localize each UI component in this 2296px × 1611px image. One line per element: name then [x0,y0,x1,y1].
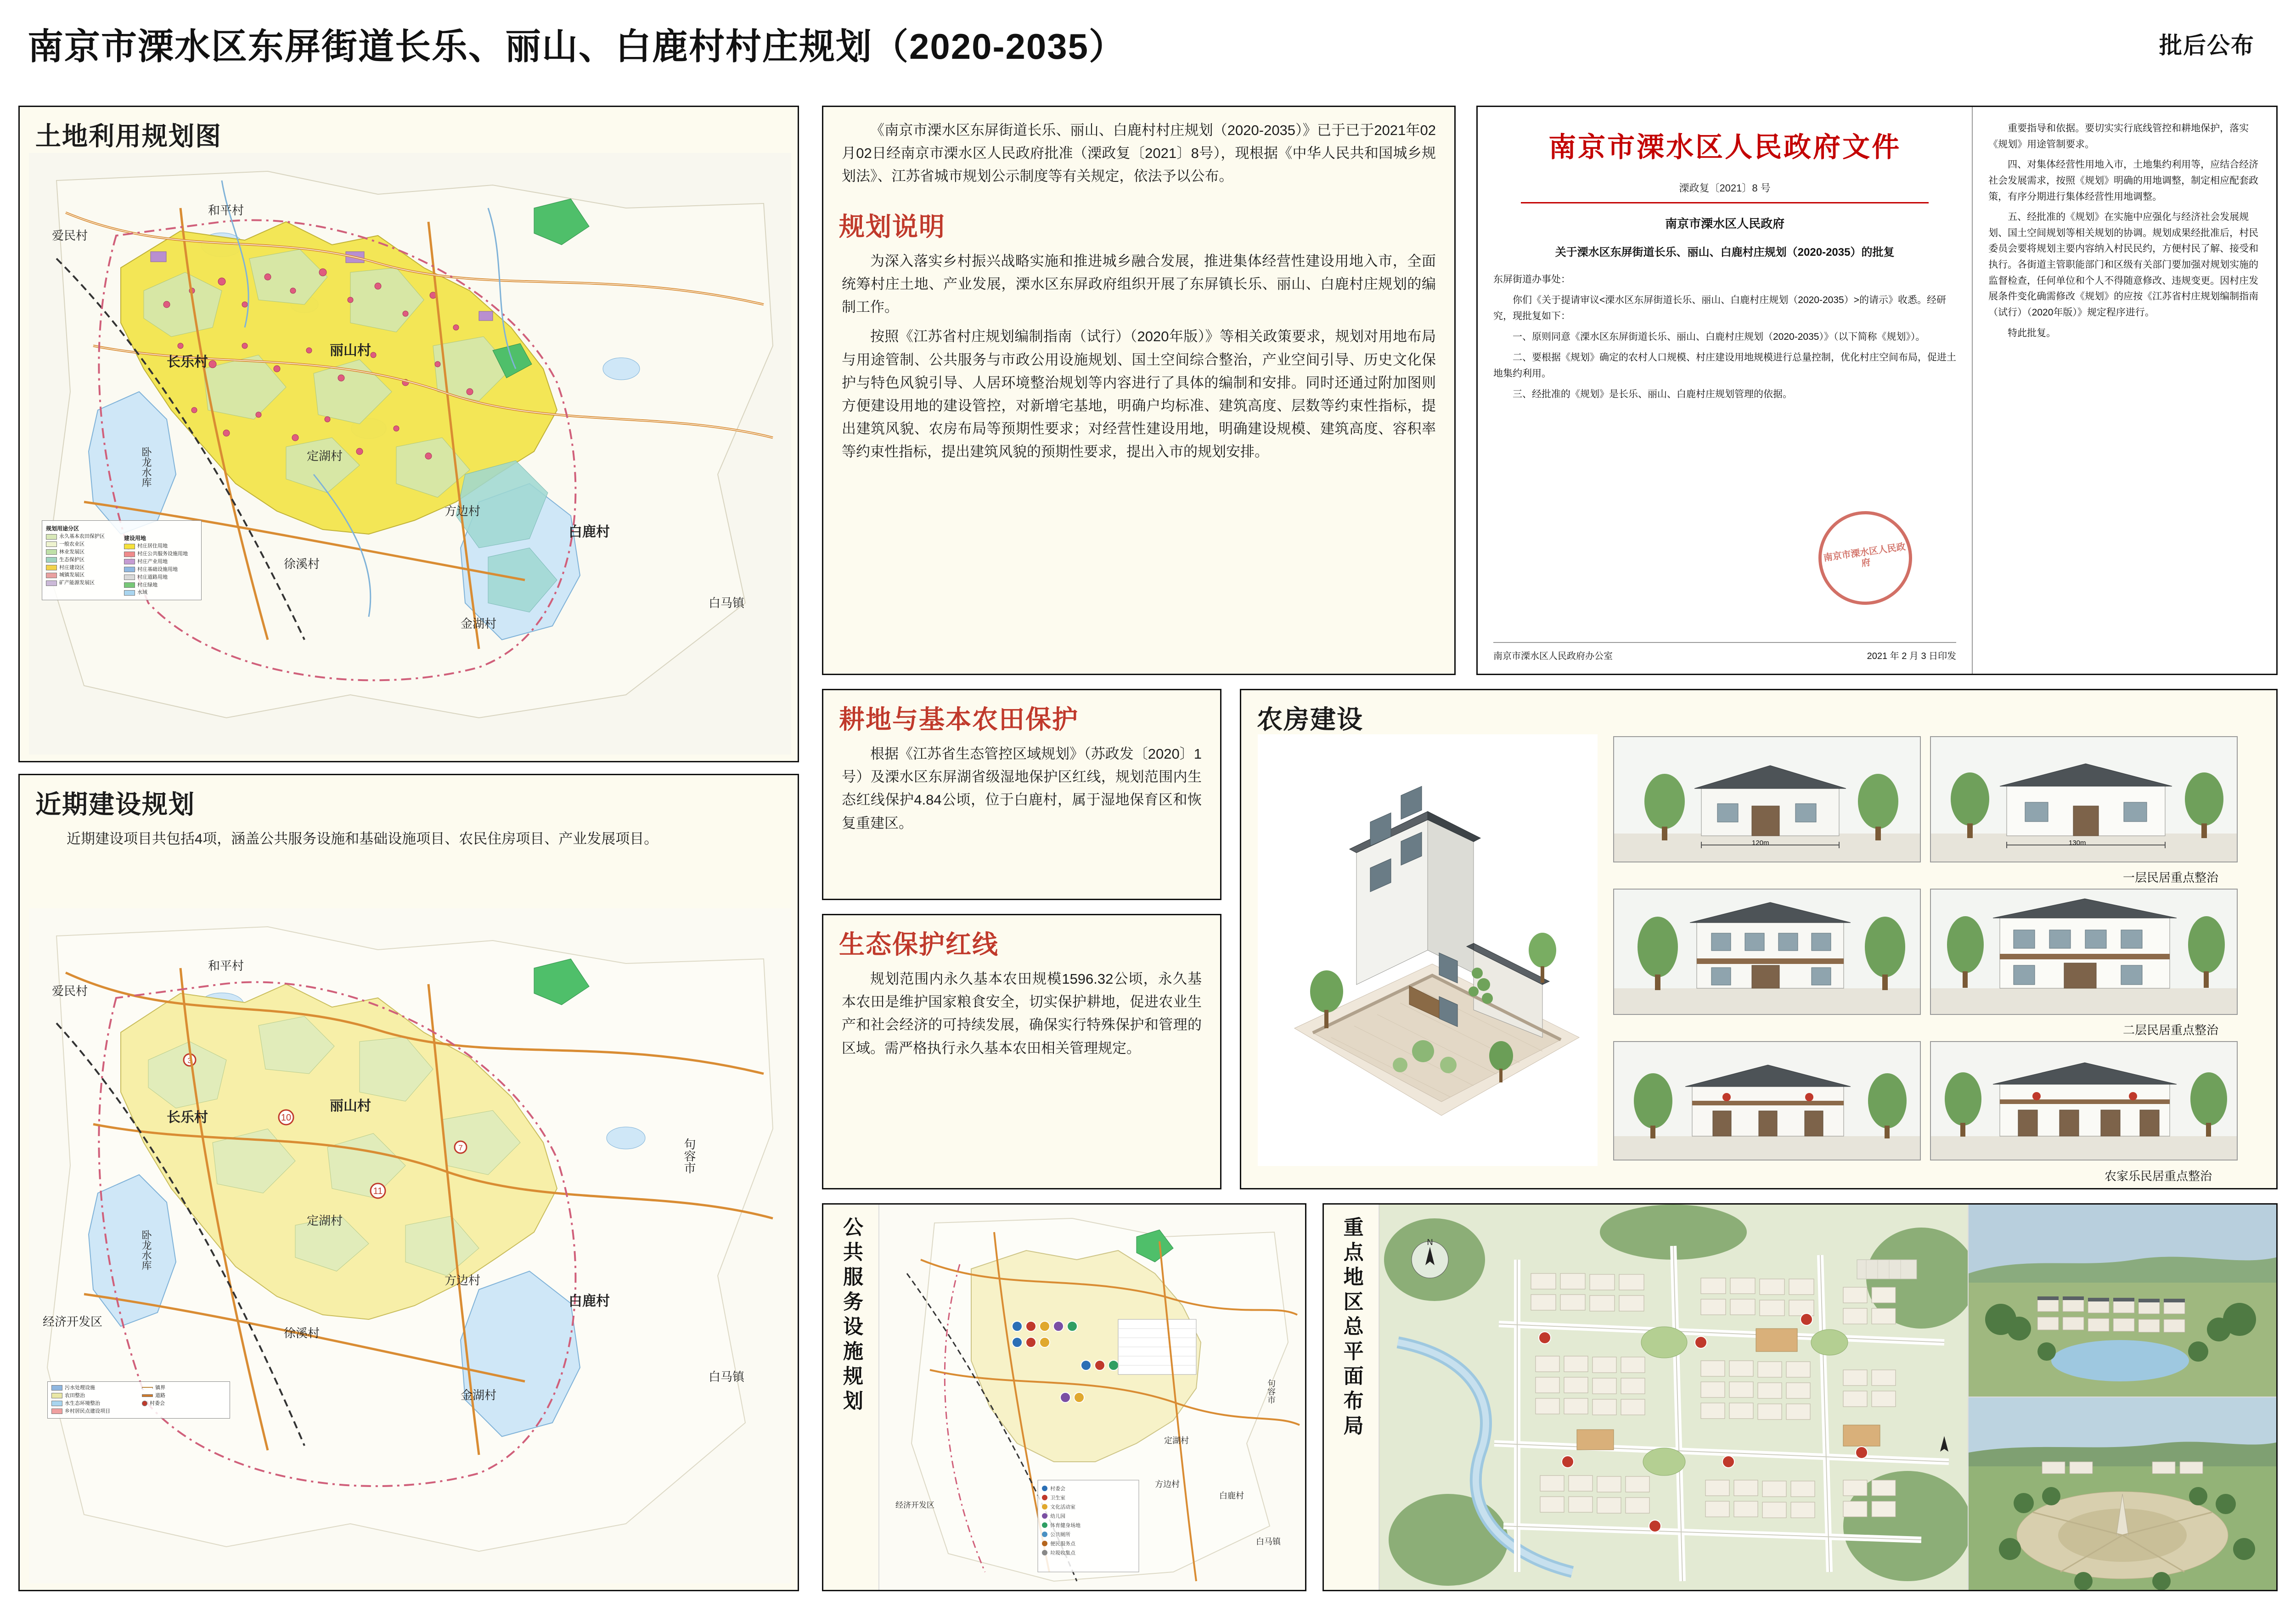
gov-doc-body [1493,271,1956,403]
map-label-bailucun: 白鹿村 [568,524,610,540]
plan-description-text [823,247,1454,479]
gov-doc-body-p4: 三、经批准的《规划》是长乐、丽山、白鹿村庄规划管理的依据。 [1513,389,1792,400]
housing-caption-3: 农家乐民居重点整治 [2105,1169,2212,1183]
map-label-bailucun-2: 白鹿村 [568,1294,610,1309]
publication-status-label: 批后公布 [2159,33,2255,58]
map-label-baimazhen-2: 白马镇 [709,1370,745,1384]
housing-photo-2story-a [1613,889,1921,1015]
legend-label: 永久基本农田保护区 [59,534,105,540]
legend-label: 乡村居民点建设项目 [65,1408,110,1414]
gov-doc-red-divider [1521,202,1929,203]
svg-text:村委会: 村委会 [1050,1486,1065,1492]
map-label-jinhucun: 金湖村 [461,617,497,631]
legend-swatch [46,541,57,547]
gov-doc-recipient: 东屏街道办事处： [1493,274,1570,285]
svg-text:卫生室: 卫生室 [1050,1495,1065,1501]
map-label-xuxicun: 徐溪村 [284,557,320,571]
ecology-text [823,965,1220,1076]
legend-label: 村庄公共服务设施用地 [137,551,188,557]
legend-label: 污水处理设施 [65,1385,95,1391]
map-label-baimazhen: 白马镇 [709,596,745,610]
map-label-wolong-reservoir: 卧龙水库 [141,447,152,487]
housing-photo-1story-b [1930,736,2238,862]
legend-swatch [51,1385,62,1391]
legend-swatch [124,567,135,572]
map-label-fangbiancun: 方边村 [445,504,481,518]
legend-label: 农田整治 [65,1392,85,1398]
legend-swatch [124,590,135,596]
map-label-lishancun-2: 丽山村 [330,1098,371,1114]
gov-doc-right-p1: 重要指导和依据。要切实实行底线管控和耕地保护，落实《规划》用途管制要求。 [1988,123,2249,150]
ecology-title: 生态保护红线 [839,930,999,959]
land-use-map[interactable] [29,153,791,755]
svg-text:体育健身场地: 体育健身场地 [1050,1523,1080,1528]
housing-caption-1: 一层民居重点整治 [2123,871,2219,884]
ps-map-label-development-zone: 经济开发区 [895,1501,934,1510]
legend-label: 矿产能源发展区 [59,580,95,586]
map-label-fangbiancun-2: 方边村 [445,1273,481,1287]
legend-label: 林业发展区 [59,549,84,555]
plan-description-title: 规划说明 [839,212,945,241]
legend-label: 村庄产业用地 [137,559,168,565]
near-term-text [20,825,798,860]
legend-swatch [51,1393,62,1398]
key-area-aerial-photo-2 [1969,1397,2276,1590]
gov-doc-right-p4: 特此批复。 [2008,327,2056,338]
map-label-dinghucun-2: 定湖村 [307,1214,343,1228]
map-label-changlecun-2: 长乐村 [167,1110,208,1125]
map-label-lishancun: 丽山村 [330,343,371,358]
legend-group-title-2: 建设用地 [124,535,146,542]
plan-description-p2: 按照《江苏省村庄规划编制指南（试行）（2020年版）》等相关政策要求，规划对用地布局与用途管制、公共服务与市政公用设施规划、国土空间综合整治，产业空间引导、历史文化保护与特色风貌引导、人居环境整治规划等内容进行了具体的编制和安排。同时还通过附加图则方便建设用地的建设管控，对新增宅基地，明确户均标准、建筑高度、层数等约束性指标，提出建筑风貌、农房布局等预期性要求；对经营性建设用地，明确建设规模、建筑高度、容积率等约束性指标，提出建筑风貌的预期性要求，提出入市的规划安排。 [842,328,1436,460]
gov-doc-footer [1493,642,1956,662]
land-use-title: 土地利用规划图 [35,122,222,151]
legend-swatch [142,1401,147,1406]
gov-doc-footer-right: 2021 年 2 月 3 日印发 [1867,651,1957,661]
legend-swatch [124,582,135,588]
legend-swatch [142,1387,153,1389]
housing-construction-panel [1240,689,2278,1189]
farmland-paragraph: 根据《江苏省生态管控区域规划》（苏政发〔2020〕1号）及溧水区东屏湖省级湿地保护区红线，规划范围内生态红线保护4.84公顷，位于白鹿村，属于湿地保育区和恢复重建区。 [842,746,1202,831]
ps-map-label-baimazhen: 白马镇 [1256,1537,1281,1546]
map-label-dinghucun: 定湖村 [307,449,343,463]
near-term-map[interactable] [29,908,791,1583]
legend-label: 一般农业区 [59,541,84,547]
legend-group-title-1: 规划用途分区 [46,525,79,532]
gov-doc-right [1973,107,2276,674]
page-header [0,0,2296,87]
legend-label: 村庄建设区 [59,564,84,570]
legend-swatch [46,534,57,540]
poster-canvas [0,87,2296,1611]
svg-text:11: 11 [373,1186,383,1196]
legend-swatch [46,565,57,570]
svg-text:幼儿园: 幼儿园 [1050,1514,1065,1519]
gov-doc-right-p2: 四、对集体经营性用地入市，土地集约利用等，应结合经济社会发展需求，按照《规划》明确的用地调整，制定相应配套政策，有序分期进行集体经营性用地调整。 [1988,159,2259,202]
gov-doc-right-p3: 五、经批准的《规划》在实施中应强化与经济社会发展规划、国土空间规划等相关规划的协调。规划成果经批准后，村民委员会要将规划主要内容纳入村民民约，方便村民了解、接受和执行。各街道主管职能部门和区级有关部门要加强对规划实施的监督检查，任何单位和个人不得随意修改、违规变更。因村庄发展条件变化确需修改《规划》的应按《江苏省村庄规划编制指南（试行）（2020年版）》规定程序进行。 [1988,212,2259,318]
map-label-jurongshi: 句容市 [682,1138,696,1174]
key-area-site-plan[interactable] [1379,1205,1969,1590]
near-term-legend [47,1381,230,1419]
legend-label: 生态保护区 [59,557,84,563]
legend-swatch [46,573,57,578]
dimension-label-2: 130m [2069,839,2086,847]
svg-text:7: 7 [458,1143,463,1152]
gov-doc-body-p1: 你们《关于提请审议<溧水区东屏街道长乐、丽山、白鹿村庄规划（2020-2035）>的请示》收悉。经研究，现批复如下： [1493,294,1946,322]
ps-map-label-dinghucun: 定湖村 [1164,1436,1189,1445]
gov-doc-subject: 关于溧水区东屏街道长乐、丽山、白鹿村庄规划（2020-2035）的批复 [1555,246,1895,259]
legend-label: 城镇发展区 [59,572,84,578]
ps-map-label-fangbiancun: 方边村 [1155,1480,1180,1489]
map-label-aimincun: 爱民村 [52,229,88,242]
map-label-xuxicun-2: 徐溪村 [284,1326,320,1340]
svg-text:文化活动室: 文化活动室 [1050,1504,1075,1510]
map-label-aimincun-2: 爱民村 [52,984,88,998]
near-term-panel [18,774,799,1591]
public-service-map[interactable] [879,1205,1305,1590]
legend-swatch [124,559,135,564]
legend-label: 道路 [155,1392,165,1398]
map-label-wolong-reservoir-2: 卧龙水库 [141,1230,152,1270]
legend-label: 村庄绿地 [137,582,158,588]
farmland-text [823,740,1220,851]
notice-and-description-panel [822,106,1456,675]
map-label-hepingcun-2: 和平村 [208,959,244,973]
gov-doc-issuer: 南京市溧水区人民政府 [1665,217,1785,231]
farmland-title: 耕地与基本农田保护 [839,705,1079,734]
gov-doc-body-p3: 二、要根据《规划》确定的农村人口规模、村庄建设用地规模进行总量控制，优化村庄空间布局，促进土地集约利用。 [1493,352,1956,379]
public-service-title: 公共服务设施规划 [840,1217,862,1415]
gov-doc-body-p2: 一、原则同意《溧水区东屏街道长乐、丽山、白鹿村庄规划（2020-2035）》（以下简称《规划》）。 [1513,332,1925,343]
legend-swatch [124,575,135,580]
legend-swatch [51,1401,62,1406]
gov-doc-number: 溧政复〔2021〕8 号 [1679,182,1771,194]
notice-paragraph: 《南京市溧水区东屏街道长乐、丽山、白鹿村村庄规划（2020-2035）》已于已于2021年02月02日经南京市溧水区人民政府批准（溧政复〔2021〕8号），现根据《中华人民共和国城乡规划法》、江苏省城市规划公示制度等有关规定，依法予以公布。 [842,122,1436,185]
svg-text:3: 3 [187,1056,192,1065]
land-use-legend [42,520,202,600]
page-title: 南京市溧水区东屏街道长乐、丽山、白鹿村村庄规划（2020-2035） [28,26,1126,67]
ecology-paragraph: 规划范围内永久基本农田规模1596.32公顷，永久基本农田是维护国家粮食安全，切实保护耕地，促进农业生产和社会经济的可持续发展，确保实行特殊保护和管理的区域。需严格执行永久基本农田相关管理规定。 [842,971,1202,1056]
map-label-hepingcun: 和平村 [208,203,244,217]
legend-swatch [46,557,57,563]
housing-caption-2: 二层民居重点整治 [2123,1023,2219,1037]
legend-swatch [124,552,135,557]
housing-photo-farmstay-b [1930,1041,2238,1160]
map-label-changlecun: 长乐村 [167,355,208,370]
gov-doc-footer-left: 南京市溧水区人民政府办公室 [1493,651,1613,661]
legend-swatch [46,549,57,555]
legend-swatch [51,1408,62,1414]
legend-swatch [46,580,57,586]
legend-label: 水生态环境整治 [65,1400,100,1406]
near-term-title: 近期建设规划 [35,790,195,819]
official-seal-icon [1812,505,1918,611]
svg-text:10: 10 [281,1113,292,1123]
near-term-paragraph: 近期建设项目共包括4项，涵盖公共服务设施和基础设施项目、农民住房项目、产业发展项目。 [67,831,658,847]
legend-label: 镇界 [155,1385,165,1391]
housing-title: 农房建设 [1257,705,1363,734]
map-label-development-zone: 经济开发区 [43,1315,103,1329]
plan-description-p1: 为深入落实乡村振兴战略实施和推进城乡融合发展，推进集体经营性建设用地入市，全面统筹村庄土地、产业发展，溧水区东屏政府组织开展了东屏镇长乐、丽山、白鹿村庄规划的编制工作。 [842,253,1436,315]
land-use-panel [18,106,799,762]
gov-doc-left [1478,107,1973,674]
dimension-label-1: 120m [1752,839,1769,847]
ps-map-label-bailucun: 白鹿村 [1219,1491,1244,1500]
legend-label: 村委会 [150,1400,165,1406]
gov-doc-red-title: 南京市溧水区人民政府文件 [1548,132,1902,163]
housing-photo-farmstay-a [1613,1041,1921,1160]
legend-swatch [124,544,135,549]
map-label-jinhucun-2: 金湖村 [461,1388,497,1402]
key-area-aerial-photo-1 [1969,1205,2276,1397]
legend-label: 水域 [137,590,147,596]
seal-text: 南京市溧水区人民政府 [1823,541,1907,569]
ps-map-label-jurongshi: 句容市 [1266,1379,1276,1404]
housing-photo-2story-b [1930,889,2238,1015]
legend-swatch [142,1394,153,1397]
svg-text:公共厕所: 公共厕所 [1050,1532,1070,1538]
legend-label: 村庄道路用地 [137,574,168,580]
key-area-title: 重点地区总平面布局 [1340,1217,1363,1440]
public-service-panel [822,1203,1306,1591]
ecology-redline-panel [822,914,1221,1189]
key-area-panel [1322,1203,2278,1591]
legend-label: 村庄基础设施用地 [137,566,178,572]
housing-photo-1story-a [1613,736,1921,862]
svg-text:N: N [1427,1238,1433,1247]
notice-text-block [823,107,1454,204]
svg-text:便民服务点: 便民服务点 [1050,1541,1075,1547]
government-document-panel [1476,106,2278,675]
farmland-protection-panel [822,689,1221,900]
svg-text:垃圾收集点: 垃圾收集点 [1050,1550,1075,1556]
housing-3d-render [1258,734,1598,1166]
legend-label: 村庄居住用地 [137,543,168,549]
